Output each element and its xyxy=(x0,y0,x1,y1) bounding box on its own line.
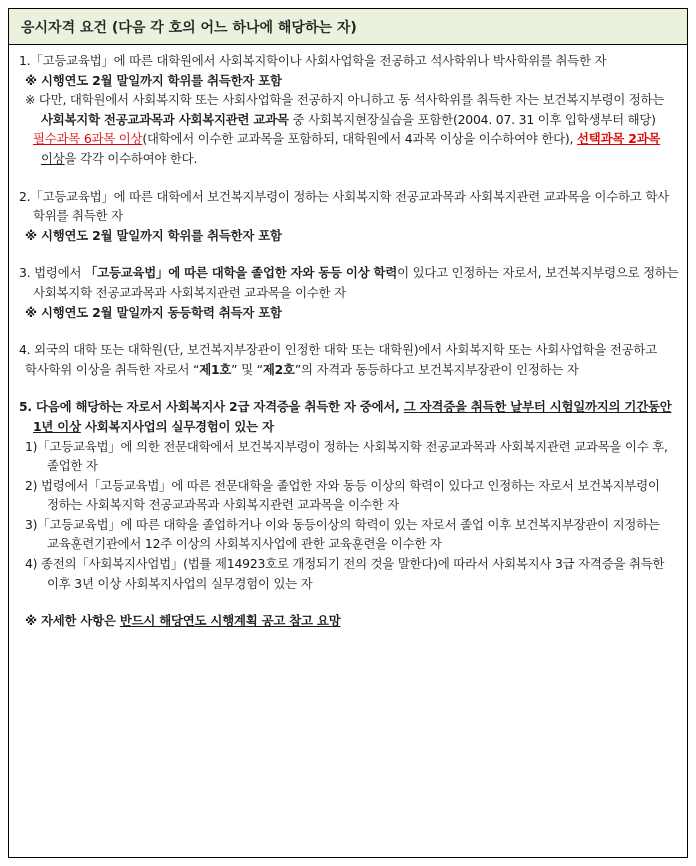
s5-item2: 2) 법령에서「고등교육법」에 따른 전문대학을 졸업한 자와 동등 이상의 학력이 있다고 인정하는 자로서 보건복지부령이 xyxy=(25,477,660,493)
s4-p1: 학사학위 이상을 취득한 자로서 “ xyxy=(25,361,200,377)
s3-bold: 「고등교육법」에 따른 대학을 졸업한 자와 동등 이상 학력 xyxy=(84,265,398,281)
s1-line6 xyxy=(19,149,679,169)
s1-required-subjects: 필수과목 6과목 이상 xyxy=(33,131,143,147)
s5-line2-rest: 사회복지사업의 실무경험이 있는 자 xyxy=(80,418,274,434)
s4-ref1: 제1호 xyxy=(199,361,232,377)
s5-item2-cont: 정하는 사회복지학 전공교과목과 사회복지관련 교과목을 이수한 자 xyxy=(47,497,399,513)
s3-prefix: 3. 법령에서 xyxy=(19,265,85,281)
s1-note2: ※ 다만, 대학원에서 사회복지학 또는 사회사업학을 전공하지 아니하고 동 석사학위를 취득한 자는 보건복지부령이 정하는 xyxy=(25,92,665,108)
s2-note: ※ 시행연도 2월 말일까지 학위를 취득한자 포함 xyxy=(25,227,282,243)
s4-p3: ”의 자격과 동등하다고 보건복지부장관이 인정하는 자 xyxy=(294,361,579,377)
s5-line2 xyxy=(19,417,679,437)
s3-line1 xyxy=(19,263,679,283)
eligibility-content xyxy=(9,45,687,631)
s1-elective-subjects: 선택과목 2과목 xyxy=(577,131,661,147)
s1-line5-rest: (대학에서 이수한 교과목을 포함하되, 대학원에서 4과목 이상을 이수하여야 한다), xyxy=(142,131,578,147)
s5-item3: 3)「고등교육법」에 따른 대학을 졸업하거나 이와 동등이상의 학력이 있는 자로서 졸업 이후 보건복지부장관이 지정하는 xyxy=(25,516,660,532)
s1-bold-subjects: 사회복지학 전공교과목과 사회복지관련 교과목 xyxy=(41,111,289,127)
s5-item1: 1)「고등교육법」에 의한 전문대학에서 보건복지부령이 정하는 사회복지학 전공교과목과 사회복지관련 교과목을 이수 후, xyxy=(25,438,668,454)
s2-line1: 2.「고등교육법」에 따른 대학에서 보건복지부령이 정하는 사회복지학 전공교과목과 사회복지관련 교과목을 이수하고 학사 xyxy=(19,188,669,204)
s1-over: 이상 xyxy=(41,150,65,166)
s1-note1: ※ 시행연도 2월 말일까지 학위를 취득한자 포함 xyxy=(25,72,282,88)
s4-line1: 4. 외국의 대학 또는 대학원(단, 보건복지부장관이 인정한 대학 또는 대학원)에서 사회복지학 또는 사회사업학을 전공하고 xyxy=(19,342,657,358)
s1-line5 xyxy=(19,129,679,149)
s1-line4-rest: 중 사회복지현장실습을 포함한(2004. 07. 31 이후 입학생부터 해당) xyxy=(288,111,656,127)
s4-ref2: 제2호 xyxy=(262,361,295,377)
s5-item4: 4) 종전의「사회복지사업법」(법률 제14923호로 개정되기 전의 것을 말한다)에 따라서 사회복지사 3급 자격증을 취득한 xyxy=(25,556,665,572)
footer-note xyxy=(19,611,679,631)
s3-rest: 이 있다고 인정하는 자로서, 보건복지부령으로 정하는 xyxy=(397,265,679,281)
s1-line4 xyxy=(19,110,679,130)
s4-line2 xyxy=(19,360,679,380)
header-title: 응시자격 요건 (다음 각 호의 어느 하나에 해당하는 자) xyxy=(21,19,357,36)
eligibility-box xyxy=(8,8,688,858)
s1-line6-rest: 을 각각 이수하여야 한다. xyxy=(64,150,198,166)
s5-item3-cont: 교육훈련기관에서 12주 이상의 사회복지사업에 관한 교육훈련을 이수한 자 xyxy=(47,536,442,552)
s2-line2: 학위를 취득한 자 xyxy=(33,208,123,224)
footer-underlined: 반드시 해당연도 시행계획 공고 참고 요망 xyxy=(119,613,341,629)
s3-line2: 사회복지학 전공교과목과 사회복지관련 교과목을 이수한 자 xyxy=(33,284,346,300)
s4-p2: ” 및 “ xyxy=(231,361,263,377)
s5-period: 그 자격증을 취득한 날부터 시험일까지의 기간동안 xyxy=(403,399,672,415)
s1-line1: 1.「고등교육법」에 따른 대학원에서 사회복지학이나 사회사업학을 전공하고 석사학위나 박사학위를 취득한 자 xyxy=(19,53,607,68)
s5-item1-cont: 졸업한 자 xyxy=(47,458,98,474)
s5-prefix: 5. 다음에 해당하는 자로서 사회복지사 2급 자격증을 취득한 자 중에서, xyxy=(19,399,404,415)
s5-line1 xyxy=(19,397,679,417)
footer-prefix: ※ 자세한 사항은 xyxy=(25,613,120,629)
s5-one-year: 1년 이상 xyxy=(33,418,81,434)
s5-item4-cont: 이후 3년 이상 사회복지사업의 실무경험이 있는 자 xyxy=(47,575,313,591)
box-header xyxy=(9,9,687,45)
s3-note: ※ 시행연도 2월 말일까지 동등학력 취득자 포함 xyxy=(25,304,282,320)
